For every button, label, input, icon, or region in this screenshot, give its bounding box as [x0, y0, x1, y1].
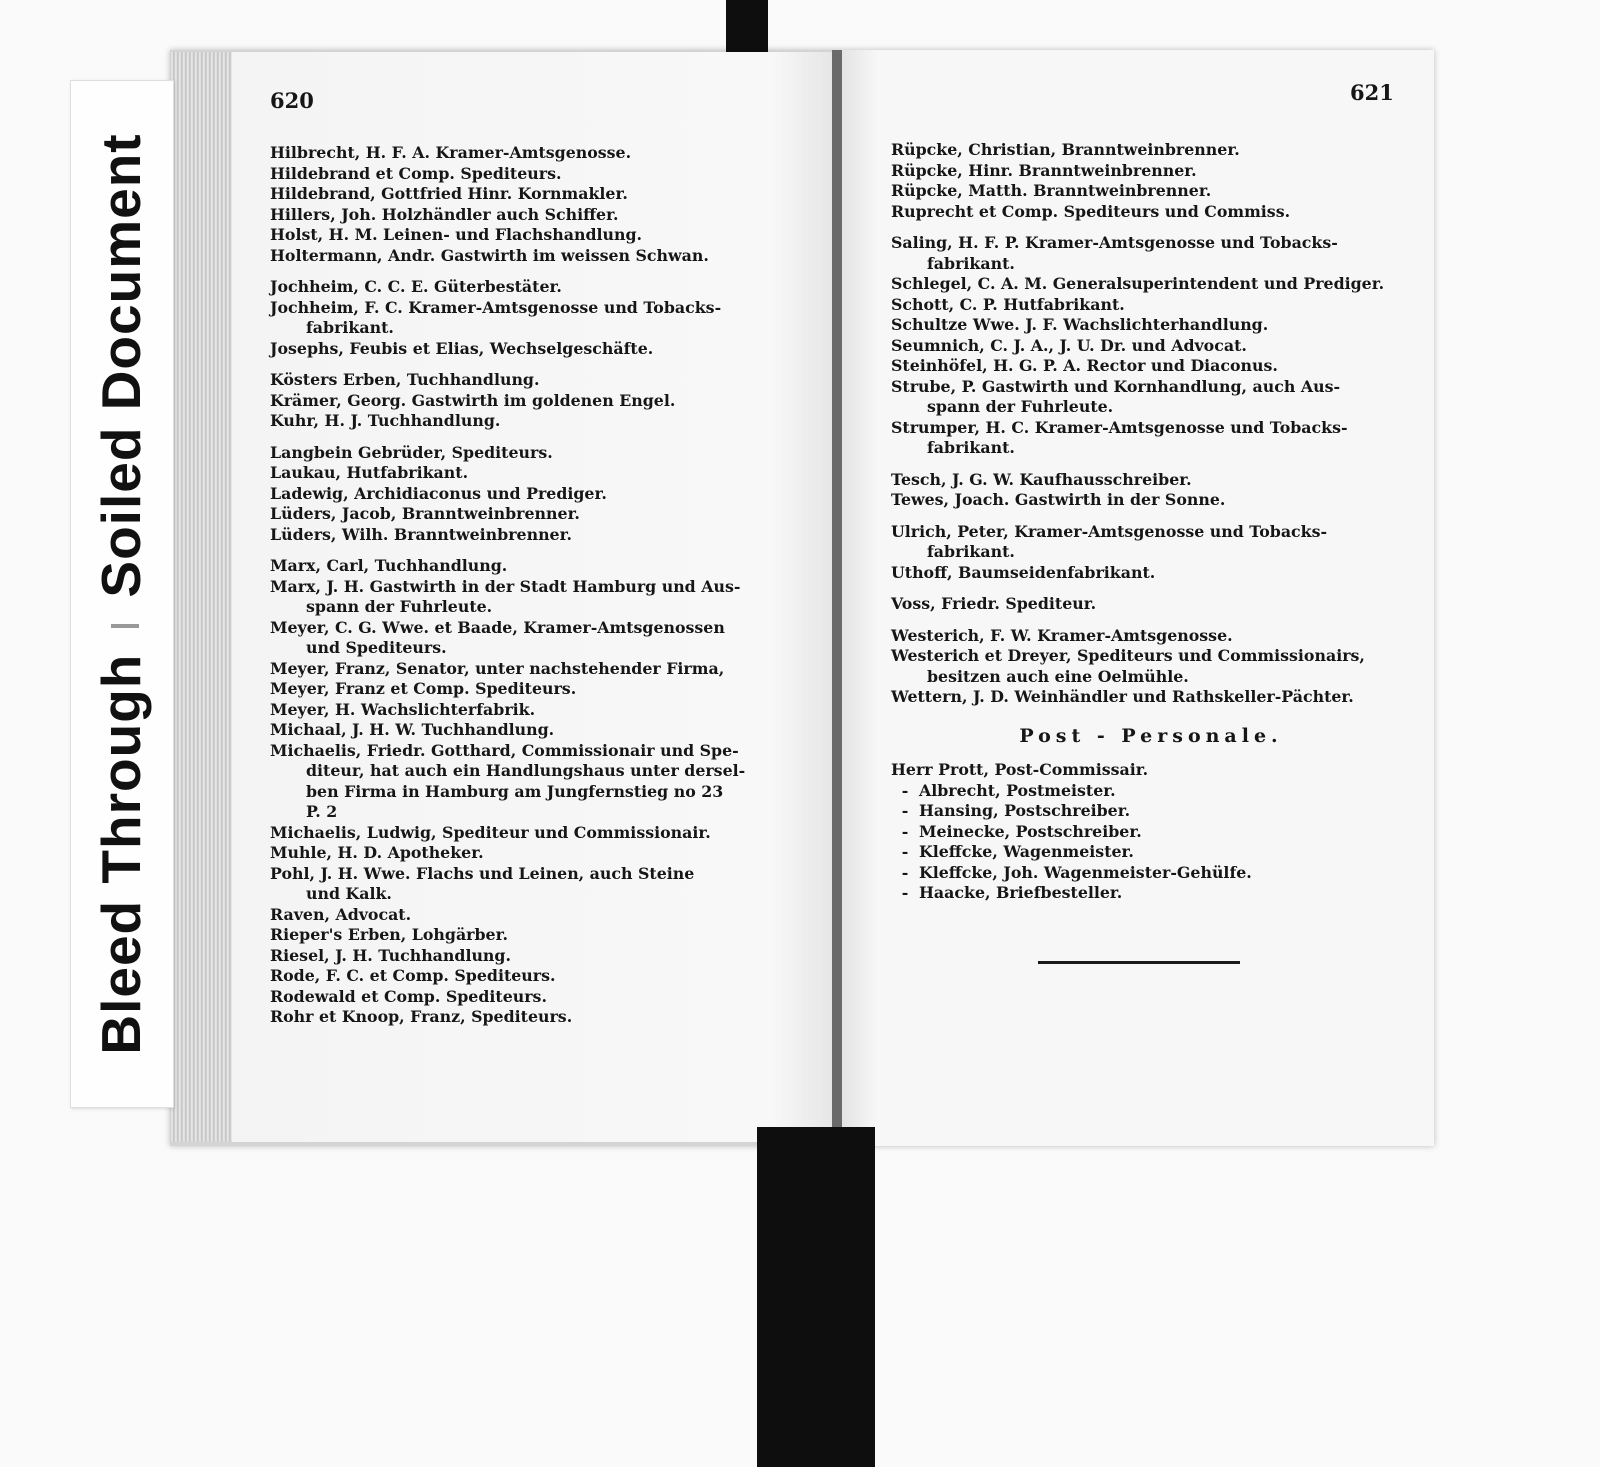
directory-entry — [891, 646, 1411, 687]
group-gap — [270, 545, 800, 556]
entry-line: Wettern, J. D. Weinhändler und Rathskeller-Pächter. — [891, 687, 1354, 706]
entry-line: Meyer, H. Wachslichterfabrik. — [270, 699, 536, 719]
post-staff-text: Albrecht, Postmeister. — [919, 780, 1116, 800]
directory-entry — [270, 391, 800, 412]
directory-entry — [270, 277, 800, 298]
group-gap — [891, 222, 1411, 233]
group-gap — [891, 615, 1411, 626]
entry-line: Meyer, Franz et Comp. Spediteurs. — [270, 679, 577, 698]
entry-line: Rode, F. C. et Comp. Spediteurs. — [270, 966, 556, 985]
directory-entry — [270, 864, 800, 905]
entry-continuation: und Spediteurs. — [306, 638, 447, 657]
entry-continuation: fabrikant. — [927, 253, 1015, 273]
ditto-dash: - — [901, 842, 909, 861]
entry-line: Marx, J. H. Gastwirth in der Stadt Hamburg und Aus- — [270, 576, 741, 596]
entry-line: Seumnich, C. J. A., J. U. Dr. und Advocat. — [891, 335, 1247, 355]
post-staff-entry — [891, 842, 1411, 863]
directory-entry — [891, 295, 1411, 316]
entry-continuation: spann der Fuhrleute. — [927, 397, 1114, 416]
entry-line: Voss, Friedr. Spediteur. — [891, 594, 1097, 613]
post-staff-entry — [891, 822, 1411, 843]
entry-line: Schultze Wwe. J. F. Wachslichterhandlung. — [891, 315, 1269, 334]
entry-line: Rohr et Knoop, Franz, Spediteurs. — [270, 1007, 573, 1026]
directory-entry — [891, 594, 1411, 615]
directory-entry — [270, 411, 800, 432]
entry-line: Holtermann, Andr. Gastwirth im weissen Schwan. — [270, 245, 709, 265]
entry-line: Meyer, Franz, Senator, unter nachstehender Firma, — [270, 658, 725, 678]
ditto-dash: - — [901, 801, 909, 820]
entry-line: Ruprecht et Comp. Spediteurs und Commiss. — [891, 201, 1291, 221]
directory-entry — [270, 143, 800, 164]
entry-continuation: spann der Fuhrleute. — [306, 597, 493, 616]
entry-line: Marx, Carl, Tuchhandlung. — [270, 556, 508, 575]
post-staff-entry — [891, 801, 1411, 822]
directory-entry — [270, 741, 800, 823]
post-staff-entry — [891, 863, 1411, 884]
directory-entry — [270, 618, 800, 659]
entry-line: Kuhr, H. J. Tuchhandlung. — [270, 411, 501, 430]
entry-line: Riesel, J. H. Tuchhandlung. — [270, 945, 511, 965]
entry-line: Schott, C. P. Hutfabrikant. — [891, 294, 1125, 314]
directory-entry — [270, 339, 800, 360]
directory-entry — [891, 315, 1411, 336]
group-gap — [891, 459, 1411, 470]
directory-entry — [270, 577, 800, 618]
directory-entry — [891, 626, 1411, 647]
entry-line: Rieper's Erben, Lohgärber. — [270, 925, 508, 944]
entry-line: Rüpcke, Hinr. Branntweinbrenner. — [891, 160, 1197, 180]
ditto-dash: - — [901, 862, 909, 882]
entry-line: Josephs, Feubis et Elias, Wechselgeschäfte. — [270, 338, 654, 358]
left-page-entries — [270, 143, 800, 1028]
post-lead: Herr Prott, Post-Commissair. — [891, 760, 1149, 779]
entry-line: Ladewig, Archidiaconus und Prediger. — [270, 483, 607, 503]
directory-entry — [891, 356, 1411, 377]
directory-entry — [891, 470, 1411, 491]
entry-continuation: und Kalk. — [306, 884, 392, 903]
directory-entry — [270, 298, 800, 339]
directory-entry — [270, 843, 800, 864]
black-tape-bottom — [757, 1127, 875, 1467]
directory-entry — [891, 181, 1411, 202]
post-personale-heading: Post - Personale. — [1019, 724, 1283, 747]
group-gap — [270, 359, 800, 370]
entry-line: Schlegel, C. A. M. Generalsuperintendent und Prediger. — [891, 274, 1385, 293]
directory-entry — [270, 225, 800, 246]
directory-entry — [270, 184, 800, 205]
directory-entry — [270, 484, 800, 505]
directory-entry — [270, 525, 800, 546]
directory-entry — [270, 205, 800, 226]
directory-entry — [270, 823, 800, 844]
post-staff-text: Kleffcke, Wagenmeister. — [919, 842, 1134, 861]
entry-line: Michaelis, Friedr. Gotthard, Commissionair und Spe- — [270, 740, 739, 760]
right-page-entries — [891, 140, 1411, 708]
directory-entry — [270, 370, 800, 391]
entry-line: Rüpcke, Matth. Branntweinbrenner. — [891, 181, 1212, 200]
entry-line: Lüders, Wilh. Branntweinbrenner. — [270, 524, 572, 544]
entry-continuation: fabrikant. — [927, 542, 1015, 561]
directory-entry — [891, 140, 1411, 161]
directory-entry — [270, 556, 800, 577]
entry-line: Rüpcke, Christian, Branntweinbrenner. — [891, 140, 1240, 159]
entry-line: Kösters Erben, Tuchhandlung. — [270, 370, 540, 389]
entry-continuation: besitzen auch eine Oelmühle. — [927, 666, 1189, 686]
label-text — [89, 81, 153, 1107]
directory-entry — [270, 443, 800, 464]
directory-entry — [270, 700, 800, 721]
directory-entry — [891, 233, 1411, 274]
ditto-dash: - — [901, 780, 909, 800]
post-staff-entry — [891, 883, 1411, 904]
entry-continuation: fabrikant. — [927, 438, 1015, 457]
entry-line: Jochheim, C. C. E. Güterbestäter. — [270, 277, 562, 296]
directory-entry — [891, 490, 1411, 511]
entry-line: Ulrich, Peter, Kramer-Amtsgenosse und Tobacks- — [891, 521, 1328, 541]
entry-line: Hildebrand, Gottfried Hinr. Kornmakler. — [270, 184, 628, 203]
entry-line: Jochheim, F. C. Kramer-Amtsgenosse und Tobacks- — [270, 297, 722, 317]
directory-entry — [891, 161, 1411, 182]
directory-entry — [270, 164, 800, 185]
ditto-dash: - — [901, 883, 909, 902]
directory-entry — [270, 659, 800, 680]
entry-line: Westerich, F. W. Kramer-Amtsgenosse. — [891, 625, 1233, 645]
directory-entry — [270, 905, 800, 926]
left-page-number: 620 — [270, 88, 314, 113]
label-separator — [111, 624, 139, 628]
directory-entry — [270, 504, 800, 525]
entry-line: Hilbrecht, H. F. A. Kramer-Amtsgenosse. — [270, 143, 632, 162]
post-staff-text: Kleffcke, Joh. Wagenmeister-Gehülfe. — [919, 862, 1252, 882]
directory-entry — [270, 1007, 800, 1028]
group-gap — [270, 432, 800, 443]
right-page-number: 621 — [1350, 80, 1394, 105]
post-staff-list — [891, 781, 1411, 904]
group-gap — [891, 511, 1411, 522]
group-gap — [270, 266, 800, 277]
entry-line: Raven, Advocat. — [270, 904, 412, 924]
directory-entry — [270, 946, 800, 967]
post-staff-entry — [891, 781, 1411, 802]
right-page-content — [891, 140, 1411, 904]
directory-entry — [270, 925, 800, 946]
directory-entry — [891, 377, 1411, 418]
entry-line: Lüders, Jacob, Branntweinbrenner. — [270, 504, 580, 523]
post-staff-text: Hansing, Postschreiber. — [919, 801, 1131, 820]
group-gap — [891, 583, 1411, 594]
entry-line: Westerich et Dreyer, Spediteurs und Commissionairs, — [891, 646, 1365, 665]
entry-continuation: P. 2 — [306, 802, 338, 821]
label-line-1: Bleed Through — [90, 653, 152, 1055]
directory-entry — [270, 966, 800, 987]
directory-entry — [891, 274, 1411, 295]
entry-line: Meyer, C. G. Wwe. et Baade, Kramer-Amtsgenossen — [270, 617, 725, 637]
post-staff-text: Haacke, Briefbesteller. — [919, 883, 1123, 902]
ditto-dash: - — [901, 821, 909, 841]
entry-line: Hillers, Joh. Holzhändler auch Schiffer. — [270, 204, 619, 224]
entry-line: Tewes, Joach. Gastwirth in der Sonne. — [891, 490, 1226, 509]
closing-rule — [1038, 961, 1240, 964]
entry-line: Strumper, H. C. Kramer-Amtsgenosse und Tobacks- — [891, 417, 1348, 437]
entry-continuation: diteur, hat auch ein Handlungshaus unter dersel- — [306, 761, 746, 780]
label-line-2: Soiled Document — [90, 133, 152, 598]
page-edges — [170, 52, 232, 1142]
directory-entry — [270, 720, 800, 741]
entry-line: Saling, H. F. P. Kramer-Amtsgenosse und Tobacks- — [891, 233, 1338, 252]
directory-entry — [891, 336, 1411, 357]
entry-line: Strube, P. Gastwirth und Kornhandlung, auch Aus- — [891, 376, 1341, 396]
entry-line: Langbein Gebrüder, Spediteurs. — [270, 442, 553, 462]
directory-entry — [270, 463, 800, 484]
directory-entry — [891, 687, 1411, 708]
entry-continuation: fabrikant. — [306, 318, 394, 337]
directory-entry — [270, 987, 800, 1008]
entry-line: Rodewald et Comp. Spediteurs. — [270, 986, 547, 1006]
directory-entry — [891, 563, 1411, 584]
entry-line: Krämer, Georg. Gastwirth im goldenen Engel. — [270, 390, 676, 410]
directory-entry — [891, 418, 1411, 459]
directory-entry — [891, 522, 1411, 563]
entry-line: Michaelis, Ludwig, Spediteur und Commissionair. — [270, 822, 711, 842]
entry-line: Muhle, H. D. Apotheker. — [270, 843, 484, 862]
entry-line: Steinhöfel, H. G. P. A. Rector und Diaconus. — [891, 356, 1278, 375]
directory-entry — [891, 202, 1411, 223]
black-tape-top — [726, 0, 768, 52]
entry-line: Laukau, Hutfabrikant. — [270, 463, 469, 482]
post-staff-text: Meinecke, Postschreiber. — [919, 821, 1142, 841]
entry-continuation: ben Firma in Hamburg am Jungfernstieg no 23 — [306, 781, 724, 801]
entry-line: Tesch, J. G. W. Kaufhausschreiber. — [891, 469, 1192, 489]
entry-line: Uthoff, Baumseidenfabrikant. — [891, 562, 1156, 582]
book-gutter — [832, 50, 842, 1146]
entry-line: Michaal, J. H. W. Tuchhandlung. — [270, 720, 555, 739]
entry-line: Holst, H. M. Leinen- und Flachshandlung. — [270, 225, 643, 244]
entry-line: Pohl, J. H. Wwe. Flachs und Leinen, auch Steine — [270, 863, 695, 883]
entry-line: Hildebrand et Comp. Spediteurs. — [270, 163, 562, 183]
directory-entry — [270, 246, 800, 267]
directory-entry — [270, 679, 800, 700]
